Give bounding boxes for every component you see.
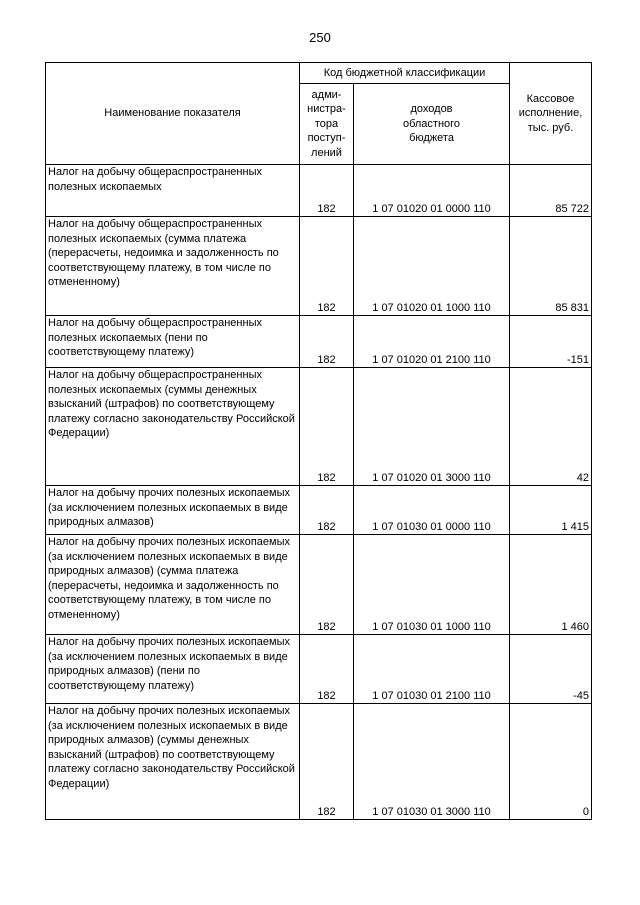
row-admin-code: 182	[300, 704, 354, 820]
table-row	[46, 535, 592, 635]
row-budget-code: 1 07 01020 01 3000 110	[354, 368, 510, 486]
row-name: Налог на добычу общераспространенных полезных ископаемых (суммы денежных взысканий (штрафов) по соответствующему платежу согласно законодательству Российской Федерации)	[46, 368, 300, 486]
table-row	[46, 217, 592, 316]
row-name	[46, 316, 300, 368]
header-row	[46, 63, 592, 84]
row-amount: 42	[510, 368, 592, 486]
row-amount: 85 831	[510, 217, 592, 316]
table-row	[46, 316, 592, 368]
table-row	[46, 165, 592, 217]
header-cash-execution: Кассовое исполнение, тыс. руб.	[510, 63, 592, 165]
row-name: Налог на добычу прочих полезных ископаемых (за исключением полезных ископаемых в виде природных алмазов) (пени по соответствующему платежу)	[46, 635, 300, 704]
row-admin-code: 182	[300, 165, 354, 217]
row-admin-code: 182	[300, 535, 354, 635]
table-row	[46, 368, 592, 486]
row-budget-code: 1 07 01020 01 2100 110	[354, 316, 510, 368]
header-budget-classification: Код бюджетной классификации	[300, 63, 510, 84]
row-budget-code: 1 07 01030 01 1000 110	[354, 535, 510, 635]
row-budget-code: 1 07 01030 01 2100 110	[354, 635, 510, 704]
row-budget-code: 1 07 01020 01 0000 110	[354, 165, 510, 217]
header-revenue-code: доходов областного бюджета	[354, 84, 510, 165]
row-name: Налог на добычу общераспространенных полезных ископаемых	[46, 165, 300, 217]
row-amount: 85 722	[510, 165, 592, 217]
header-administrator: адми- нистра- тора поступ- лений	[300, 84, 354, 165]
row-admin-code: 182	[300, 217, 354, 316]
header-name: Наименование показателя	[46, 63, 300, 165]
row-budget-code: 1 07 01020 01 1000 110	[354, 217, 510, 316]
row-amount: -151	[510, 316, 592, 368]
row-amount: -45	[510, 635, 592, 704]
row-admin-code: 182	[300, 486, 354, 535]
row-admin-code: 182	[300, 635, 354, 704]
row-admin-code: 182	[300, 368, 354, 486]
row-name: Налог на добычу общераспространенных полезных ископаемых (сумма платежа (перерасчеты, недоимка и задолженность по соответствующему платежу, в том числе по отмененному)	[46, 217, 300, 316]
budget-revenue-table	[45, 62, 592, 820]
row-amount: 1 415	[510, 486, 592, 535]
page-number: 250	[309, 30, 331, 45]
table-row	[46, 486, 592, 535]
row-admin-code: 182	[300, 316, 354, 368]
row-name: Налог на добычу прочих полезных ископаемых (за исключением полезных ископаемых в виде природных алмазов)	[46, 486, 300, 535]
table-row	[46, 704, 592, 820]
row-name: Налог на добычу прочих полезных ископаемых (за исключением полезных ископаемых в виде природных алмазов) (суммы денежных взысканий (штрафов) по соответствующему платежу согласно законодательству Российской Федерации)	[46, 704, 300, 820]
row-amount: 0	[510, 704, 592, 820]
row-name-text: Налог на добычу общераспространенных полезных ископаемых (пени по соответствующему платежу)	[48, 317, 262, 358]
table-row	[46, 635, 592, 704]
row-budget-code: 1 07 01030 01 3000 110	[354, 704, 510, 820]
row-budget-code: 1 07 01030 01 0000 110	[354, 486, 510, 535]
row-name: Налог на добычу прочих полезных ископаемых (за исключением полезных ископаемых в виде природных алмазов) (сумма платежа (перерасчеты, недоимка и задолженность по соответствующему платежу, в том числе по отмененному)	[46, 535, 300, 635]
row-amount: 1 460	[510, 535, 592, 635]
